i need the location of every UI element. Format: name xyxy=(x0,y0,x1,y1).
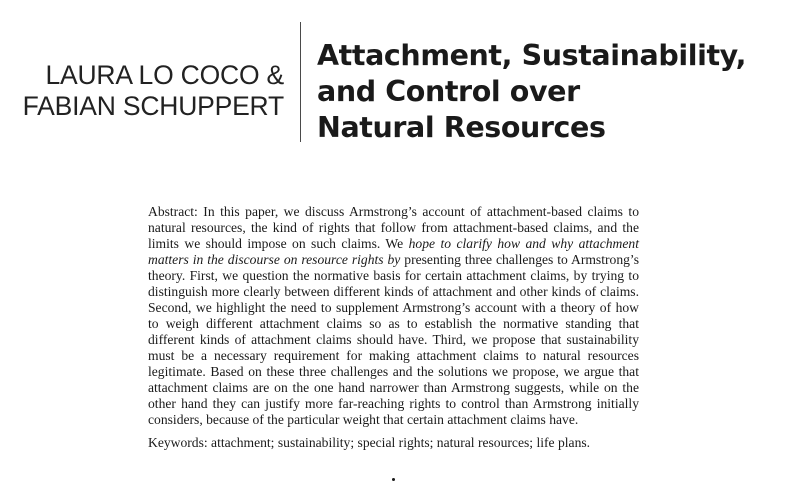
header-divider xyxy=(300,22,301,142)
abstract-block xyxy=(148,204,639,451)
paper-title xyxy=(317,38,757,146)
title-line-1: Attachment, Sustainability, xyxy=(317,39,747,72)
page-dot xyxy=(392,478,395,481)
author-line-1: LAURA LO COCO & xyxy=(45,60,284,90)
keywords-label: Keywords: xyxy=(148,435,208,450)
abstract-italic-text: hope to clarify how and why attachment matters in the discourse on resource rights by xyxy=(148,236,639,267)
author-line-2: FABIAN SCHUPPERT xyxy=(22,91,284,121)
abstract-text-1: In this paper, we discuss Armstrong’s account of attachment-based claims to natural resources, the kind of rights that follow from attachment-based claims, and the limits we should impose on such claims. We xyxy=(148,204,639,251)
abstract-paragraph xyxy=(148,204,639,428)
keywords-text: attachment; sustainability; special rights; natural resources; life plans. xyxy=(207,435,591,450)
keywords-line xyxy=(148,435,639,451)
author-names xyxy=(18,60,284,122)
title-line-2: and Control over xyxy=(317,75,580,108)
abstract-label: Abstract: xyxy=(148,204,198,219)
title-line-3: Natural Resources xyxy=(317,111,606,144)
abstract-text-2: presenting three challenges to Armstrong’s theory. First, we question the normative basis for certain attachment claims, by trying to distinguish more clearly between different kinds of attachment and other kinds of claims. Second, we highlight the need to supplement Armstrong’s account with a theory of how to weigh different attachment claims so as to establish the normative standing that different kinds of attachment claims should have. Third, we propose that sustainability must be a necessary requirement for making attachment claims to natural resources legitimate. Based on these three challenges and the solutions we propose, we argue that attachment claims are on the one hand narrower than Armstrong suggests, while on the other hand they can justify more far-reaching rights to control than Armstrong initially considers, because of the particular weight that certain attachment claims have. xyxy=(148,252,639,427)
